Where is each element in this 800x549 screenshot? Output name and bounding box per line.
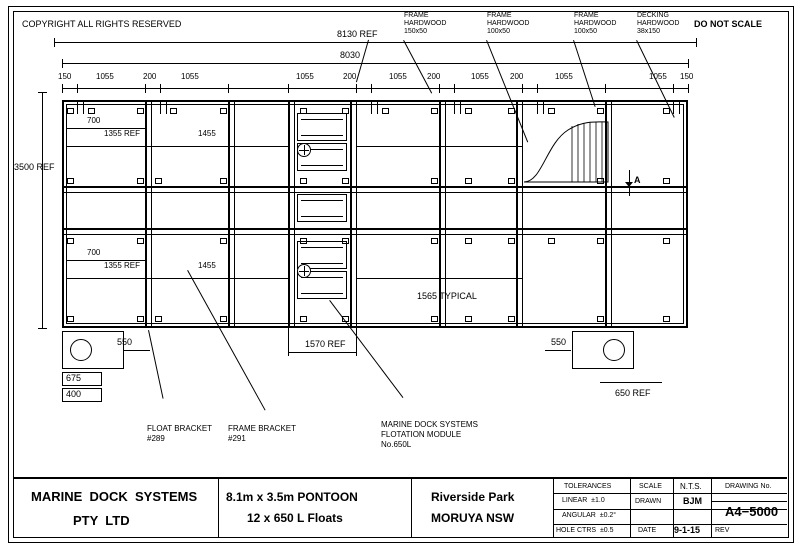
chain-tick xyxy=(605,84,606,93)
chain-tick xyxy=(77,84,78,93)
dim-label-1455-bottom: 1455 xyxy=(198,261,216,270)
dim-ext-8130-right xyxy=(696,38,697,47)
dim-label-8030: 8030 xyxy=(340,50,361,60)
frame-bracket-marker xyxy=(220,178,227,184)
chain-dim-1: 1055 xyxy=(96,72,114,81)
frame-bracket-marker xyxy=(67,178,74,184)
frame-bracket-marker xyxy=(88,108,95,114)
dim-label-1570: 1570 REF xyxy=(305,339,346,349)
left-end-hole xyxy=(70,339,92,361)
project-line1: Riverside Park xyxy=(431,490,515,504)
tb-divider xyxy=(553,493,787,494)
frame-bracket-marker xyxy=(220,238,227,244)
chain-tick xyxy=(522,84,523,93)
title-block xyxy=(13,477,787,536)
tb-divider xyxy=(553,524,787,525)
frame-stub xyxy=(460,100,461,114)
dim-label-550-left: 550 xyxy=(117,337,133,347)
frame-bracket-marker xyxy=(137,108,144,114)
drawn-value: BJM xyxy=(683,496,703,506)
frame-cross-member xyxy=(294,100,295,328)
chain-dim-2: 200 xyxy=(143,72,157,81)
frame-bracket-marker xyxy=(137,316,144,322)
frame-bracket-marker xyxy=(220,316,227,322)
frame-stub xyxy=(160,100,161,114)
frame-cross-member xyxy=(288,100,290,328)
drawing-sheet: COPYRIGHT ALL RIGHTS RESERVED DO NOT SCALE FRAME HARDWOOD 150x50 FRAME HARDWOOD 100x50 FRAME HARDWOOD 100x50 DECKING HARDWOOD 38x150 8130 REF 8030 150 1055 200 1055 1055 200 1055 200 1055 200 1055 1055 150 3500 REF A 700 1355 REF 1455 700 1355 REF 1455 1565 TYPICAL 1570 REF 550 675 400 550 650 REF FLOAT BRACKET #289 FRAME BRACKET #291 MARINE DOCK SYSTEMS FLOTATION MODULE No.650L MARINE DOCK SYSTEMS PTY LTD 8.1m x 3.5m PONTOON 12 x 650 L Floats Riverside Park MORUYA NSW TOLERANCES LINEAR ±1.0 ANGULAR ±0.2° HOLE CTRS ±0.5 SCALE N.T.S. DRAWN BJM DATE 9-1-15 DRAWING No. A4−5000 REV xyxy=(0,0,800,549)
frame-bracket-marker xyxy=(548,238,555,244)
scale-label: SCALE xyxy=(639,483,662,490)
tolerances-header: TOLERANCES xyxy=(564,483,612,490)
project-line2: MORUYA NSW xyxy=(431,511,515,525)
frame-bracket-marker xyxy=(67,238,74,244)
frame-stub xyxy=(673,100,674,114)
frame-bracket-marker xyxy=(508,108,515,114)
product-line2: 12 x 650 L Floats xyxy=(247,511,343,525)
copyright-notice: COPYRIGHT ALL RIGHTS RESERVED xyxy=(22,19,182,29)
date-label: DATE xyxy=(638,527,657,534)
dim-line-3500 xyxy=(42,92,43,328)
frame-bracket-marker xyxy=(67,108,74,114)
frame-bracket-marker xyxy=(155,178,162,184)
chain-dim-5: 200 xyxy=(343,72,357,81)
chain-dim-0: 150 xyxy=(58,72,72,81)
module-detail xyxy=(301,165,343,166)
frame-stringer xyxy=(66,278,288,279)
dim-label-1455-top: 1455 xyxy=(198,129,216,138)
drawn-label: DRAWN xyxy=(635,498,662,505)
frame-cross-member xyxy=(145,100,147,328)
module-detail xyxy=(301,293,343,294)
chain-tick xyxy=(228,84,229,93)
tolerance-hole-ctrs: HOLE CTRS ±0.5 xyxy=(556,527,614,534)
frame-bracket-marker xyxy=(508,238,515,244)
frame-cross-member xyxy=(234,100,235,328)
frame-member-horizontal xyxy=(62,228,688,230)
tolerance-linear: LINEAR ±1.0 xyxy=(562,497,605,504)
drawing-no-label: DRAWING No. xyxy=(725,483,772,490)
chain-dim-10: 1055 xyxy=(555,72,573,81)
do-not-scale-note: DO NOT SCALE xyxy=(694,19,763,29)
frame-bracket-marker xyxy=(300,178,307,184)
chain-tick xyxy=(673,84,674,93)
module-fixing-cross xyxy=(304,266,305,276)
frame-bracket-marker xyxy=(508,178,515,184)
left-end-dim-550 xyxy=(124,350,150,351)
chain-tick xyxy=(160,84,161,93)
dim-ext-8130-left xyxy=(54,38,55,47)
dim-line-1570 xyxy=(288,352,356,353)
company-name-line2: PTY LTD xyxy=(73,513,130,528)
frame-cross-member xyxy=(350,100,352,328)
frame-cross-member xyxy=(228,100,230,328)
frame-stub xyxy=(679,100,680,114)
frame-member-horizontal xyxy=(62,234,688,235)
chain-dim-3: 1055 xyxy=(181,72,199,81)
frame-bracket-marker xyxy=(382,108,389,114)
tb-divider xyxy=(711,501,787,502)
frame-bracket-marker xyxy=(508,316,515,322)
frame-bracket-marker xyxy=(431,108,438,114)
dim-label-3500: 3500 REF xyxy=(14,162,55,172)
frame-cross-member xyxy=(356,100,357,328)
frame-stub xyxy=(166,100,167,114)
chain-tick xyxy=(454,84,455,93)
frame-bracket-marker xyxy=(342,178,349,184)
module-fixing-cross xyxy=(304,145,305,155)
module-detail xyxy=(301,216,343,217)
decking-hatch xyxy=(522,104,612,186)
company-name-line1: MARINE DOCK SYSTEMS xyxy=(31,489,198,504)
frame-bracket-marker xyxy=(137,178,144,184)
frame-bracket-marker xyxy=(431,316,438,322)
module-detail xyxy=(301,135,343,136)
chain-dim-6: 1055 xyxy=(389,72,407,81)
chain-tick xyxy=(62,84,63,93)
frame-member-horizontal xyxy=(62,186,688,188)
dim-label-8130: 8130 REF xyxy=(337,29,378,39)
dim-label-1355-top: 1355 REF xyxy=(104,129,141,138)
section-label-a: A xyxy=(634,175,641,185)
frame-bracket-marker xyxy=(155,316,162,322)
frame-stub xyxy=(454,100,455,114)
frame-bracket-marker xyxy=(597,238,604,244)
frame-bracket-marker xyxy=(663,108,670,114)
chain-tick xyxy=(288,84,289,93)
frame-bracket-marker xyxy=(465,178,472,184)
scale-value: N.T.S. xyxy=(680,482,702,491)
frame-bracket-marker xyxy=(170,108,177,114)
drawing-no-value: A4−5000 xyxy=(725,504,779,519)
frame-bracket-marker xyxy=(465,238,472,244)
frame-cross-member xyxy=(516,100,518,328)
dim-label-675: 675 xyxy=(66,373,82,383)
dim-line-650 xyxy=(600,382,662,383)
dim-line-8130 xyxy=(54,42,696,43)
dim-chain-line xyxy=(62,88,688,89)
dim-line-8030 xyxy=(62,63,688,64)
right-end-hole xyxy=(603,339,625,361)
frame-bracket-marker xyxy=(220,108,227,114)
frame-bracket-marker xyxy=(465,316,472,322)
frame-member-horizontal xyxy=(62,192,688,193)
frame-bracket-marker xyxy=(663,178,670,184)
frame-stub xyxy=(77,100,78,114)
frame-cross-member xyxy=(151,100,152,328)
dim-label-700-top: 700 xyxy=(87,116,101,125)
frame-bracket-marker xyxy=(431,178,438,184)
tb-divider xyxy=(411,479,412,538)
frame-bracket-marker xyxy=(465,108,472,114)
dim-label-650-ref: 650 REF xyxy=(615,388,651,398)
chain-tick xyxy=(145,84,146,93)
chain-dim-8: 1055 xyxy=(471,72,489,81)
chain-tick xyxy=(371,84,372,93)
flotation-module xyxy=(297,194,347,222)
product-line1: 8.1m x 3.5m PONTOON xyxy=(226,490,358,504)
flotation-module xyxy=(297,113,347,141)
frame-stub xyxy=(371,100,372,114)
frame-bracket-marker xyxy=(663,238,670,244)
chain-dim-12: 1055 xyxy=(649,72,667,81)
chain-tick xyxy=(356,84,357,93)
frame-bracket-marker xyxy=(431,238,438,244)
rev-label: REV xyxy=(715,527,730,534)
dim-label-700-bottom: 700 xyxy=(87,248,101,257)
chain-tick xyxy=(439,84,440,93)
frame-stub xyxy=(377,100,378,114)
frame-bracket-marker xyxy=(137,238,144,244)
dim-label-550-right: 550 xyxy=(551,337,567,347)
chain-tick xyxy=(688,84,689,93)
dim-label-400: 400 xyxy=(66,389,82,399)
tolerance-angular: ANGULAR ±0.2° xyxy=(562,512,617,519)
chain-dim-4: 1055 xyxy=(296,72,314,81)
module-detail xyxy=(301,200,343,201)
right-end-dim-550 xyxy=(545,350,571,351)
chain-dim-9: 200 xyxy=(510,72,524,81)
frame-bracket-marker xyxy=(67,316,74,322)
chain-tick xyxy=(537,84,538,93)
dim-label-1565-typical: 1565 TYPICAL xyxy=(417,291,477,301)
frame-bracket-marker xyxy=(597,316,604,322)
chain-dim-13: 150 xyxy=(680,72,694,81)
frame-bracket-marker xyxy=(663,316,670,322)
date-value: 9-1-15 xyxy=(674,525,701,535)
section-arrow-a xyxy=(625,182,633,187)
frame-bracket-marker xyxy=(300,316,307,322)
tb-divider xyxy=(218,479,219,538)
frame-stringer xyxy=(66,146,288,147)
dim-label-1355-bottom: 1355 REF xyxy=(104,261,141,270)
module-detail xyxy=(301,247,343,248)
chain-dim-7: 200 xyxy=(427,72,441,81)
frame-stub xyxy=(83,100,84,114)
module-detail xyxy=(301,119,343,120)
